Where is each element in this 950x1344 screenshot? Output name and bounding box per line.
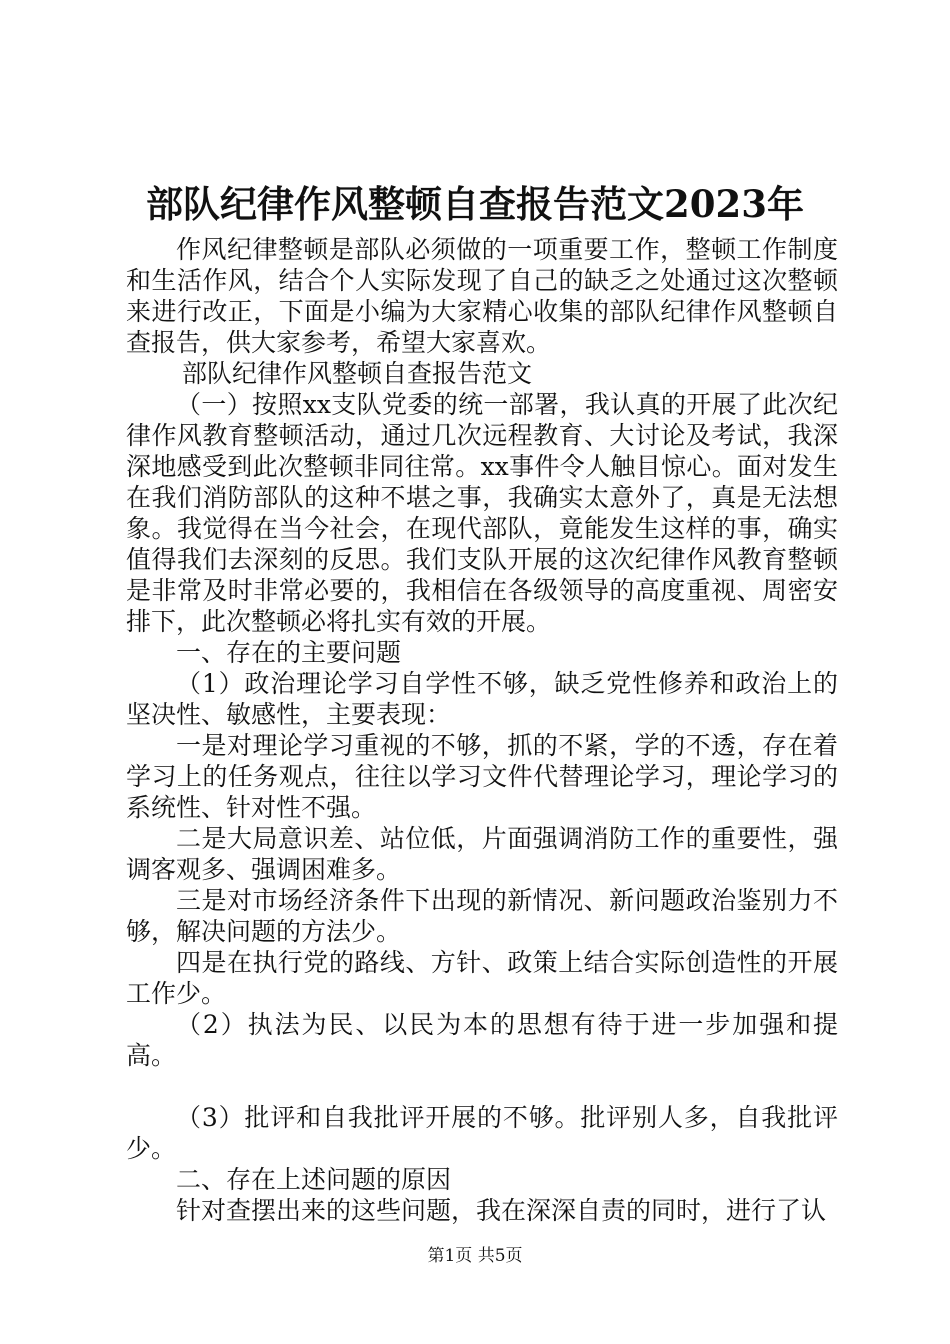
list-item: （2）执法为民、以民为本的思想有待于进一步加强和提高。	[126, 1010, 838, 1070]
list-item: 三是对市场经济条件下出现的新情况、新问题政治鉴别力不够，解决问题的方法少。	[126, 886, 838, 946]
list-item: 二是大局意识差、站位低，片面强调消防工作的重要性，强调客观多、强调困难多。	[126, 824, 838, 884]
page-number: 第1页 共5页	[427, 1246, 523, 1266]
list-item: 一是对理论学习重视的不够，抓的不紧，学的不透，存在着学习上的任务观点，往往以学习文件代替理论学习，理论学习的系统性、针对性不强。	[126, 731, 838, 822]
body-paragraph: 针对查摆出来的这些问题，我在深深自责的同时，进行了认	[176, 1196, 827, 1225]
intro-paragraph: 作风纪律整顿是部队必须做的一项重要工作，整顿工作制度和生活作风，结合个人实际发现了自己的缺乏之处通过这次整顿来进行改正，下面是小编为大家精心收集的部队纪律作风整顿自查报告，供大家参考，希望大家喜欢。	[126, 235, 838, 357]
section-subtitle: 部队纪律作风整顿自查报告范文	[182, 359, 533, 388]
section-heading: 二、存在上述问题的原因	[176, 1165, 452, 1194]
section-heading: 一、存在的主要问题	[176, 638, 402, 667]
document-body	[126, 234, 838, 1226]
list-item: （1）政治理论学习自学性不够，缺乏党性修养和政治上的坚决性、敏感性，主要表现：	[126, 669, 838, 729]
list-item: 四是在执行党的路线、方针、政策上结合实际创造性的开展工作少。	[126, 948, 838, 1008]
body-paragraph: （一）按照xx支队党委的统一部署，我认真的开展了此次纪律作风教育整顿活动，通过几次远程教育、大讨论及考试，我深深地感受到此次整顿非同往常。xx事件令人触目惊心。面对发生在我们消防部队的这种不堪之事，我确实太意外了，真是无法想象。我觉得在当今社会，在现代部队，竟能发生这样的事，确实值得我们去深刻的反思。我们支队开展的这次纪律作风教育整顿是非常及时非常必要的，我相信在各级领导的高度重视、周密安排下，此次整顿必将扎实有效的开展。	[126, 390, 838, 636]
document-title: 部队纪律作风整顿自查报告范文2023年	[146, 182, 804, 226]
list-item: （3）批评和自我批评开展的不够。批评别人多，自我批评少。	[126, 1103, 838, 1163]
